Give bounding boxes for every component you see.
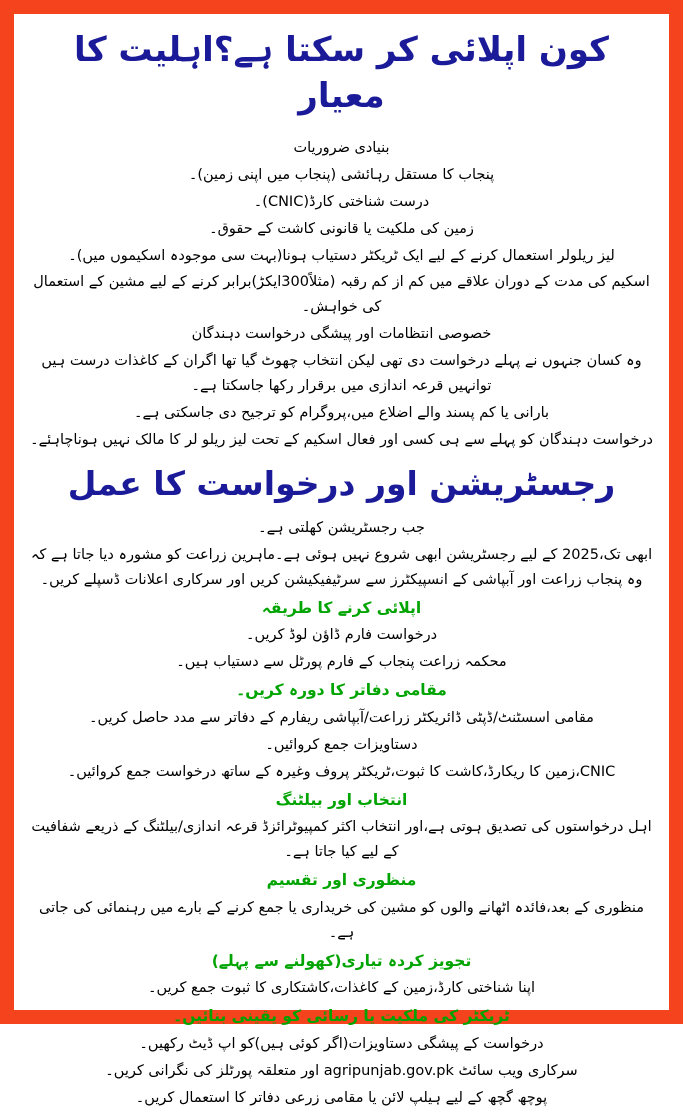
subheading-how-to-apply: اپلائی کرنے کا طریقہ bbox=[261, 598, 422, 617]
update-previous-documents-step: درخواست کے پیشگی دستاویزات(اگر کوئی ہیں)کو اپ ڈیٹ رکھیں۔ bbox=[139, 1036, 544, 1053]
basic-requirements-label: بنیادی ضروریات bbox=[293, 139, 390, 156]
office-help-step: مقامی اسسٹنٹ/ڈپٹی ڈائریکٹر زراعت/آبپاشی ریفارم کے دفاتر سے مدد حاصل کریں۔ bbox=[89, 709, 594, 726]
rainfed-districts-note: بارانی یا کم پسند والے اضلاع میں،پروگرام کو ترجیح دی جاسکتی ہے۔ bbox=[133, 405, 550, 422]
post-approval-guidance-note: منظوری کے بعد،فائدہ اٹھانے والوں کو مشین کی خریداری یا جمع کرنے کے بارے میں رہنمائی کی جاتی ہے۔ bbox=[39, 899, 644, 941]
requirement-residency: پنجاب کا مستقل رہائشی (پنجاب میں اپنی زمین)۔ bbox=[188, 166, 495, 183]
subheading-ensure-tractor-access: ٹریکٹر کی ملکیت یا رسائی کو یقینی بنائیں۔ bbox=[173, 1007, 510, 1026]
no-existing-leveler-note: درخواست دہندگان کو پہلے سے ہی کسی اور فعال اسکیم کے تحت لیز ریلو لر کا مالک نہیں ہوناچاہئے۔ bbox=[30, 432, 653, 449]
previous-applicants-note: وہ کسان جنہوں نے پہلے درخواست دی تھی لیکن انتخاب چھوٹ گیا تھا اگران کے کاغذات درست ہیں توانہیں قرعہ اندازی میں برقرار رکھا جاسکتا ہے۔ bbox=[41, 353, 642, 395]
registration-title: رجسٹریشن اور درخواست کا عمل bbox=[67, 464, 616, 504]
documents-list-note: CNIC،زمین کا ریکارڈ،کاشت کا ثبوت،ٹریکٹر پروف وغیرہ کے ساتھ درخواست جمع کروائیں۔ bbox=[67, 763, 616, 780]
eligibility-title: کون اپلائی کر سکتا ہے؟اہلیت کا معیار bbox=[74, 30, 609, 116]
requirement-minimum-area: اسکیم کی مدت کے دوران علاقے میں کم از کم رقبہ (مثلاً300ایکڑ)برابر کرنے کے لیے مشین کے استعمال کی خواہش۔ bbox=[33, 274, 650, 316]
registration-opens-label: جب رجسٹریشن کھلتی ہے۔ bbox=[258, 519, 425, 536]
requirement-tractor-available: لیز ریلولر استعمال کرنے کے لیے ایک ٹریکٹر دستیاب ہونا(بہت سی موجودہ اسکیموں میں)۔ bbox=[68, 247, 615, 264]
registration-2025-status-note: ابھی تک،2025 کے لیے رجسٹریشن ابھی شروع نہیں ہوئی ہے۔ماہرین زراعت کو مشورہ دیا جاتا ہے کہ وہ پنجاب زراعت اور آبپاشی کے انسپیکٹرز سے سرٹیفیکیشن کریں اور سرکاری اعلانات ڈسپلے کریں۔ bbox=[30, 546, 653, 588]
submit-documents-step: دستاویزات جمع کروائیں۔ bbox=[265, 736, 418, 753]
subheading-approval-distribution: منظوری اور تقسیم bbox=[266, 871, 417, 890]
requirement-land-rights: زمین کی ملکیت یا قانونی کاشت کے حقوق۔ bbox=[209, 220, 474, 237]
download-form-step: درخواست فارم ڈاؤن لوڈ کریں۔ bbox=[245, 627, 438, 644]
subheading-recommended-preparation: تجویز کردہ تیاری(کھولنے سے پہلے) bbox=[211, 951, 472, 970]
monitor-website-step: سرکاری ویب سائٹ agripunjab.gov.pk اور متعلقہ پورٹلز کی نگرانی کریں۔ bbox=[105, 1062, 578, 1079]
special-arrangements-label: خصوصی انتظامات اور پیشگی درخواست دہندگان bbox=[191, 326, 492, 343]
helpline-offices-step: پوچھ گچھ کے لیے ہیلپ لائن یا مقامی زرعی دفاتر کا استعمال کریں۔ bbox=[135, 1089, 548, 1106]
requirement-cnic: درست شناختی کارڈ(CNIC)۔ bbox=[253, 193, 430, 210]
subheading-visit-local-offices: مقامی دفاتر کا دورہ کریں۔ bbox=[236, 681, 447, 700]
form-portal-note: محکمہ زراعت پنجاب کے فارم پورٹل سے دستیاب ہیں۔ bbox=[176, 654, 507, 671]
subheading-selection-balloting: انتخاب اور بیلٹنگ bbox=[275, 790, 408, 809]
collect-documents-step: اپنا شناختی کارڈ،زمین کے کاغذات،کاشتکاری کا ثبوت جمع کریں۔ bbox=[147, 980, 536, 997]
balloting-transparency-note: اہل درخواستوں کی تصدیق ہوتی ہے،اور انتخاب اکثر کمپیوٹرائزڈ قرعہ اندازی/بیلٹنگ کے ذریعے شفافیت کے لیے کیا جاتا ہے۔ bbox=[31, 819, 652, 861]
